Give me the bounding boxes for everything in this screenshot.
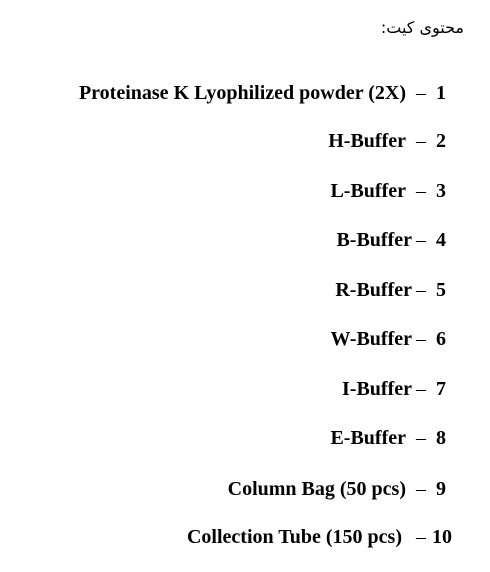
list-item [0,180,490,206]
item-name: L-Buffer [330,180,406,202]
item-dash: – [416,378,426,400]
item-name: I-Buffer [342,378,412,400]
list-item [0,130,490,156]
item-dash: – [416,180,426,202]
item-number: 6 [436,328,446,350]
list-item [0,328,490,354]
list-item [0,82,490,108]
item-number: 3 [436,180,446,202]
item-dash: – [416,130,426,152]
item-number: 1 [436,82,446,104]
item-number: 8 [436,427,446,449]
item-name: R-Buffer [335,279,412,301]
item-dash: – [416,82,426,104]
item-number: 9 [436,478,446,500]
kit-contents-heading: محتوی کیت: [380,18,464,37]
item-number: 5 [436,279,446,301]
list-item [0,427,490,453]
item-number: 4 [436,229,446,251]
item-number: 7 [436,378,446,400]
item-number: 10 [432,526,452,548]
list-item [0,478,490,504]
item-name: H-Buffer [328,130,406,152]
item-name: E-Buffer [330,427,406,449]
item-dash: – [416,328,426,350]
list-item [0,378,490,404]
item-dash: – [416,526,426,548]
item-name: B-Buffer [336,229,412,251]
item-name: W-Buffer [330,328,412,350]
list-item [0,279,490,305]
list-item [0,526,490,552]
item-dash: – [416,279,426,301]
item-dash: – [416,427,426,449]
item-name: Proteinase K Lyophilized powder (2X) [78,82,406,104]
item-name: Column Bag (50 pcs) [227,478,406,500]
item-dash: – [416,229,426,251]
item-dash: – [416,478,426,500]
item-number: 2 [436,130,446,152]
item-name: Collection Tube (150 pcs) [186,526,402,548]
list-item [0,229,490,255]
